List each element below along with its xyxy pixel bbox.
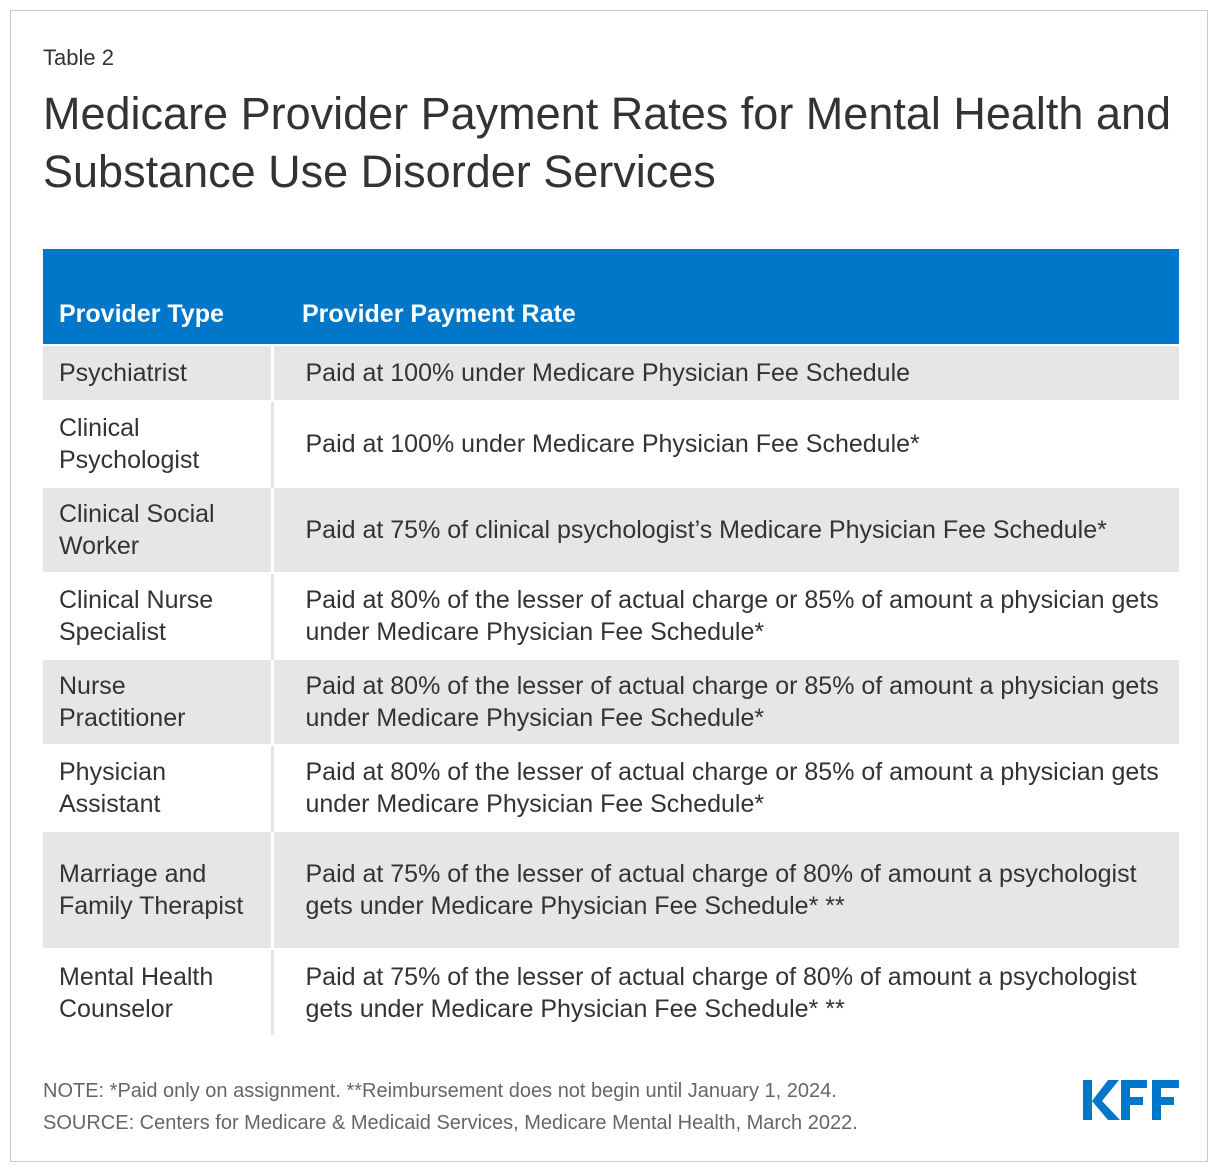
provider-type-cell: Physician Assistant — [43, 745, 272, 831]
provider-type-cell: Mental Health Counselor — [43, 949, 272, 1035]
page-title: Medicare Provider Payment Rates for Mental Health and Substance Use Disorder Services — [43, 88, 1172, 197]
payment-rate-cell: Paid at 80% of the lesser of actual charge or 85% of amount a physician gets under Medicare Physician Fee Schedule* — [272, 659, 1179, 745]
provider-type-cell: Marriage and Family Therapist — [43, 831, 272, 949]
provider-type-cell: Clinical Nurse Specialist — [43, 573, 272, 659]
table-row — [43, 831, 1179, 949]
table-row — [43, 345, 1179, 401]
provider-type-cell: Psychiatrist — [43, 345, 272, 401]
kff-logo — [1083, 1077, 1181, 1123]
table-row — [43, 659, 1179, 745]
payment-rate-cell: Paid at 80% of the lesser of actual charge or 85% of amount a physician gets under Medicare Physician Fee Schedule* — [272, 745, 1179, 831]
payment-rate-cell: Paid at 80% of the lesser of actual charge or 85% of amount a physician gets under Medicare Physician Fee Schedule* — [272, 573, 1179, 659]
payment-rates-table — [43, 249, 1179, 1035]
table-header-row — [43, 249, 1179, 345]
column-header-provider-type: Provider Type — [43, 249, 272, 345]
footnotes — [43, 1075, 858, 1139]
payment-rates-table-wrapper — [43, 249, 1179, 1035]
payment-rate-cell: Paid at 100% under Medicare Physician Fee Schedule — [272, 345, 1179, 401]
table-row — [43, 487, 1179, 573]
table-row — [43, 745, 1179, 831]
table-card — [10, 10, 1208, 1162]
provider-type-cell: Clinical Social Worker — [43, 487, 272, 573]
payment-rate-cell: Paid at 75% of the lesser of actual charge of 80% of amount a psychologist gets under Medicare Physician Fee Schedule* ** — [272, 949, 1179, 1035]
provider-type-cell: Nurse Practitioner — [43, 659, 272, 745]
payment-rate-cell: Paid at 75% of the lesser of actual charge of 80% of amount a psychologist gets under Medicare Physician Fee Schedule* ** — [272, 831, 1179, 949]
table-label: Table 2 — [43, 45, 114, 70]
table-row — [43, 949, 1179, 1035]
table-row — [43, 573, 1179, 659]
source-text: SOURCE: Centers for Medicare & Medicaid Services, Medicare Mental Health, March 2022. — [43, 1112, 858, 1134]
provider-type-cell: Clinical Psychologist — [43, 401, 272, 487]
payment-rate-cell: Paid at 75% of clinical psychologist’s Medicare Physician Fee Schedule* — [272, 487, 1179, 573]
table-row — [43, 401, 1179, 487]
note-text: NOTE: *Paid only on assignment. **Reimbursement does not begin until January 1, 2024. — [43, 1080, 837, 1102]
payment-rate-cell: Paid at 100% under Medicare Physician Fee Schedule* — [272, 401, 1179, 487]
column-header-payment-rate: Provider Payment Rate — [272, 249, 1179, 345]
